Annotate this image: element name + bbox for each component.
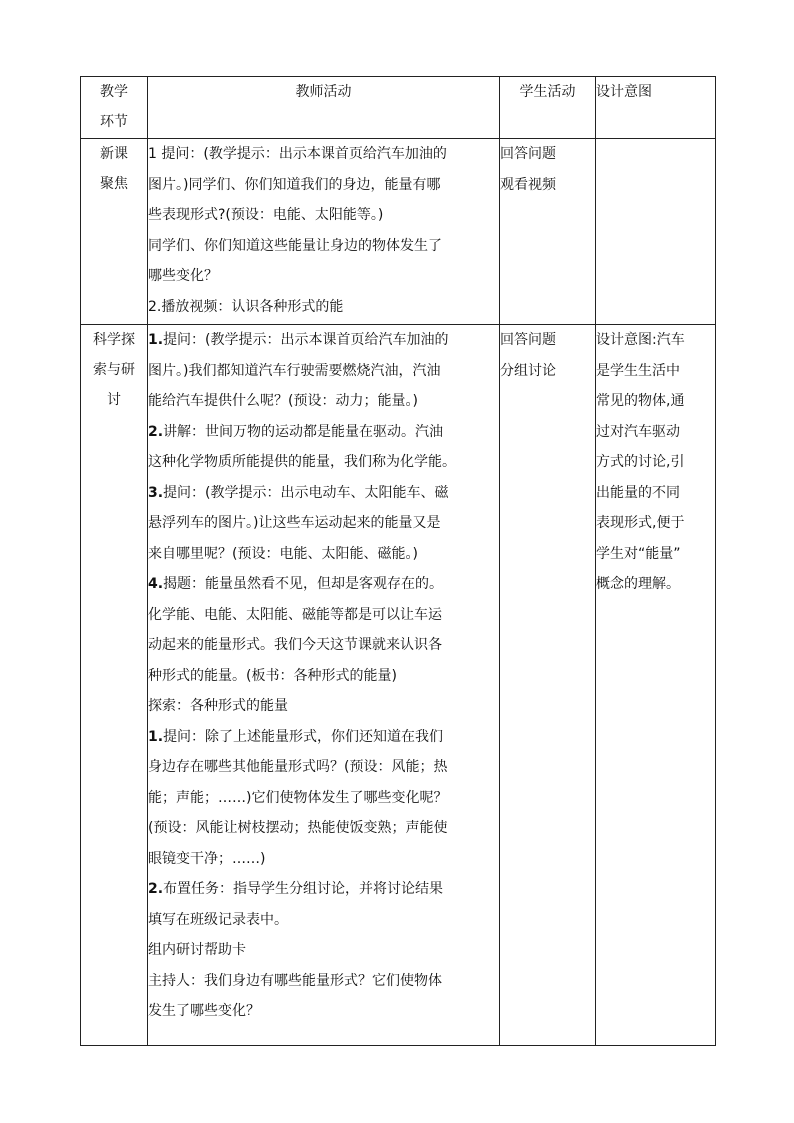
stage-line: 科学探	[93, 332, 135, 348]
student-activity-cell	[500, 139, 596, 325]
stage-line: 索与研	[93, 362, 135, 378]
line-text: (预设：风能让树枝摆动；热能使饭变熟；声能使	[148, 820, 448, 836]
text-line: 图片。)同学们、你们知道我们的身边，能量有哪	[148, 176, 441, 193]
text-line	[148, 905, 499, 936]
text-line: 过对汽车驱动	[596, 423, 680, 440]
line-text: 种形式的能量。(板书：各种形式的能量)	[148, 667, 397, 684]
line-text: 提问：除了上述能量形式，你们还知道在我们	[163, 728, 444, 745]
header-design-intent	[596, 77, 716, 139]
line-text: 提问：(教学提示：出示本课首页给汽车加油的	[163, 332, 449, 348]
line-text: 来自哪里呢？(预设：电能、太阳能、磁能。)	[148, 545, 418, 562]
line-text: 眼镜变干净；……)	[148, 850, 266, 867]
teacher-activity-cell	[148, 139, 500, 325]
text-line	[148, 356, 499, 387]
header-student-activity	[500, 77, 596, 139]
text-line	[148, 386, 499, 417]
step-number: 1.	[148, 728, 164, 745]
text-line: 同学们、你们知道这些能量让身边的物体发生了	[148, 237, 442, 254]
line-text: 图片。)我们都知道汽车行驶需要燃烧汽油，汽油	[148, 362, 441, 379]
text-line	[148, 691, 499, 722]
text-line	[148, 874, 499, 905]
header-stage-line: 环节	[100, 114, 128, 130]
text-line	[148, 966, 499, 997]
header-stage	[81, 77, 148, 139]
text-line: 方式的讨论,引	[596, 454, 685, 470]
design-intent-cell	[596, 325, 716, 1046]
stage-cell	[81, 139, 148, 325]
text-line: 表现形式,便于	[596, 515, 685, 531]
text-line: 哪些变化？	[148, 268, 218, 284]
text-line	[148, 447, 499, 478]
text-line: 2.播放视频：认识各种形式的能	[148, 298, 344, 315]
header-teacher-label: 教师活动	[295, 84, 352, 100]
design-intent-cell	[596, 139, 716, 325]
text-line: 回答问题	[500, 146, 556, 162]
text-line: 1 提问：(教学提示：出示本课首页给汽车加油的	[148, 146, 447, 162]
line-text: 揭题：能量虽然看不见，但却是客观存在的。	[163, 576, 444, 592]
text-line	[148, 661, 499, 692]
text-line	[148, 417, 499, 448]
line-text: 身边存在哪些其他能量形式吗？(预设：风能；热	[148, 759, 448, 775]
header-student-label: 学生活动	[519, 84, 576, 100]
text-line	[148, 569, 499, 600]
lesson-plan-table	[80, 76, 716, 1046]
line-text: 化学能、电能、太阳能、磁能等都是可以让车运	[148, 606, 442, 623]
line-text: 能给汽车提供什么呢？(预设：动力；能量。)	[148, 393, 418, 409]
line-text: 发生了哪些变化？	[148, 1003, 260, 1019]
line-text: 悬浮列车的图片。)让这些车运动起来的能量又是	[148, 515, 441, 531]
text-line	[148, 813, 499, 844]
text-line: 概念的理解。	[596, 576, 680, 592]
text-line	[148, 508, 499, 539]
line-text: 填写在班级记录表中。	[148, 911, 288, 928]
row-new-lesson-focus	[81, 139, 716, 325]
header-row	[81, 77, 716, 139]
text-line	[148, 539, 499, 570]
step-number: 2.	[148, 881, 164, 897]
text-line: 分组讨论	[500, 362, 556, 379]
line-text: 布置任务：指导学生分组讨论，并将讨论结果	[163, 881, 444, 897]
stage-line: 讨	[107, 392, 121, 408]
student-activity-cell	[500, 325, 596, 1046]
line-text: 讲解：世间万物的运动都是能量在驱动。汽油	[163, 423, 444, 440]
step-number: 3.	[148, 484, 164, 501]
text-line: 学生对“能量”	[596, 545, 681, 562]
stage-line: 聚焦	[100, 176, 128, 192]
text-line: 是学生生活中	[596, 362, 680, 379]
text-line	[148, 325, 499, 356]
step-number: 4.	[148, 576, 164, 592]
text-line	[148, 752, 499, 783]
text-line: 观看视频	[500, 176, 556, 193]
text-line	[148, 478, 499, 509]
text-line: 设计意图:汽车	[596, 332, 685, 348]
step-number: 1.	[148, 332, 164, 348]
text-line	[148, 935, 499, 966]
line-text: 组内研讨帮助卡	[148, 942, 246, 958]
text-line: 回答问题	[500, 332, 556, 348]
line-text: 主持人：我们身边有哪些能量形式？它们使物体	[148, 972, 442, 989]
teacher-activity-cell	[148, 325, 500, 1046]
line-text: 动起来的能量形式。我们今天这节课就来认识各	[148, 637, 442, 653]
line-text: 探索：各种形式的能量	[148, 698, 288, 714]
text-line: 出能量的不同	[596, 484, 680, 501]
text-line	[148, 783, 499, 814]
stage-cell	[81, 325, 148, 1046]
text-line	[148, 996, 499, 1027]
row-science-exploration	[81, 325, 716, 1046]
text-line	[148, 600, 499, 631]
text-line: 常见的物体,通	[596, 393, 685, 409]
text-line	[148, 722, 499, 753]
line-text: 这种化学物质所能提供的能量，我们称为化学能。	[148, 454, 456, 470]
line-text: 提问：(教学提示：出示电动车、太阳能车、磁	[163, 484, 449, 501]
text-line	[148, 844, 499, 875]
step-number: 2.	[148, 423, 164, 440]
header-teacher-activity	[148, 77, 500, 139]
text-line: 些表现形式?(预设：电能、太阳能等。)	[148, 207, 384, 223]
header-stage-line: 教学	[100, 84, 128, 100]
header-intent-label: 设计意图	[596, 84, 652, 100]
stage-line: 新课	[100, 146, 128, 162]
text-line	[148, 630, 499, 661]
line-text: 能；声能；……)它们使物体发生了哪些变化呢？	[148, 789, 448, 806]
